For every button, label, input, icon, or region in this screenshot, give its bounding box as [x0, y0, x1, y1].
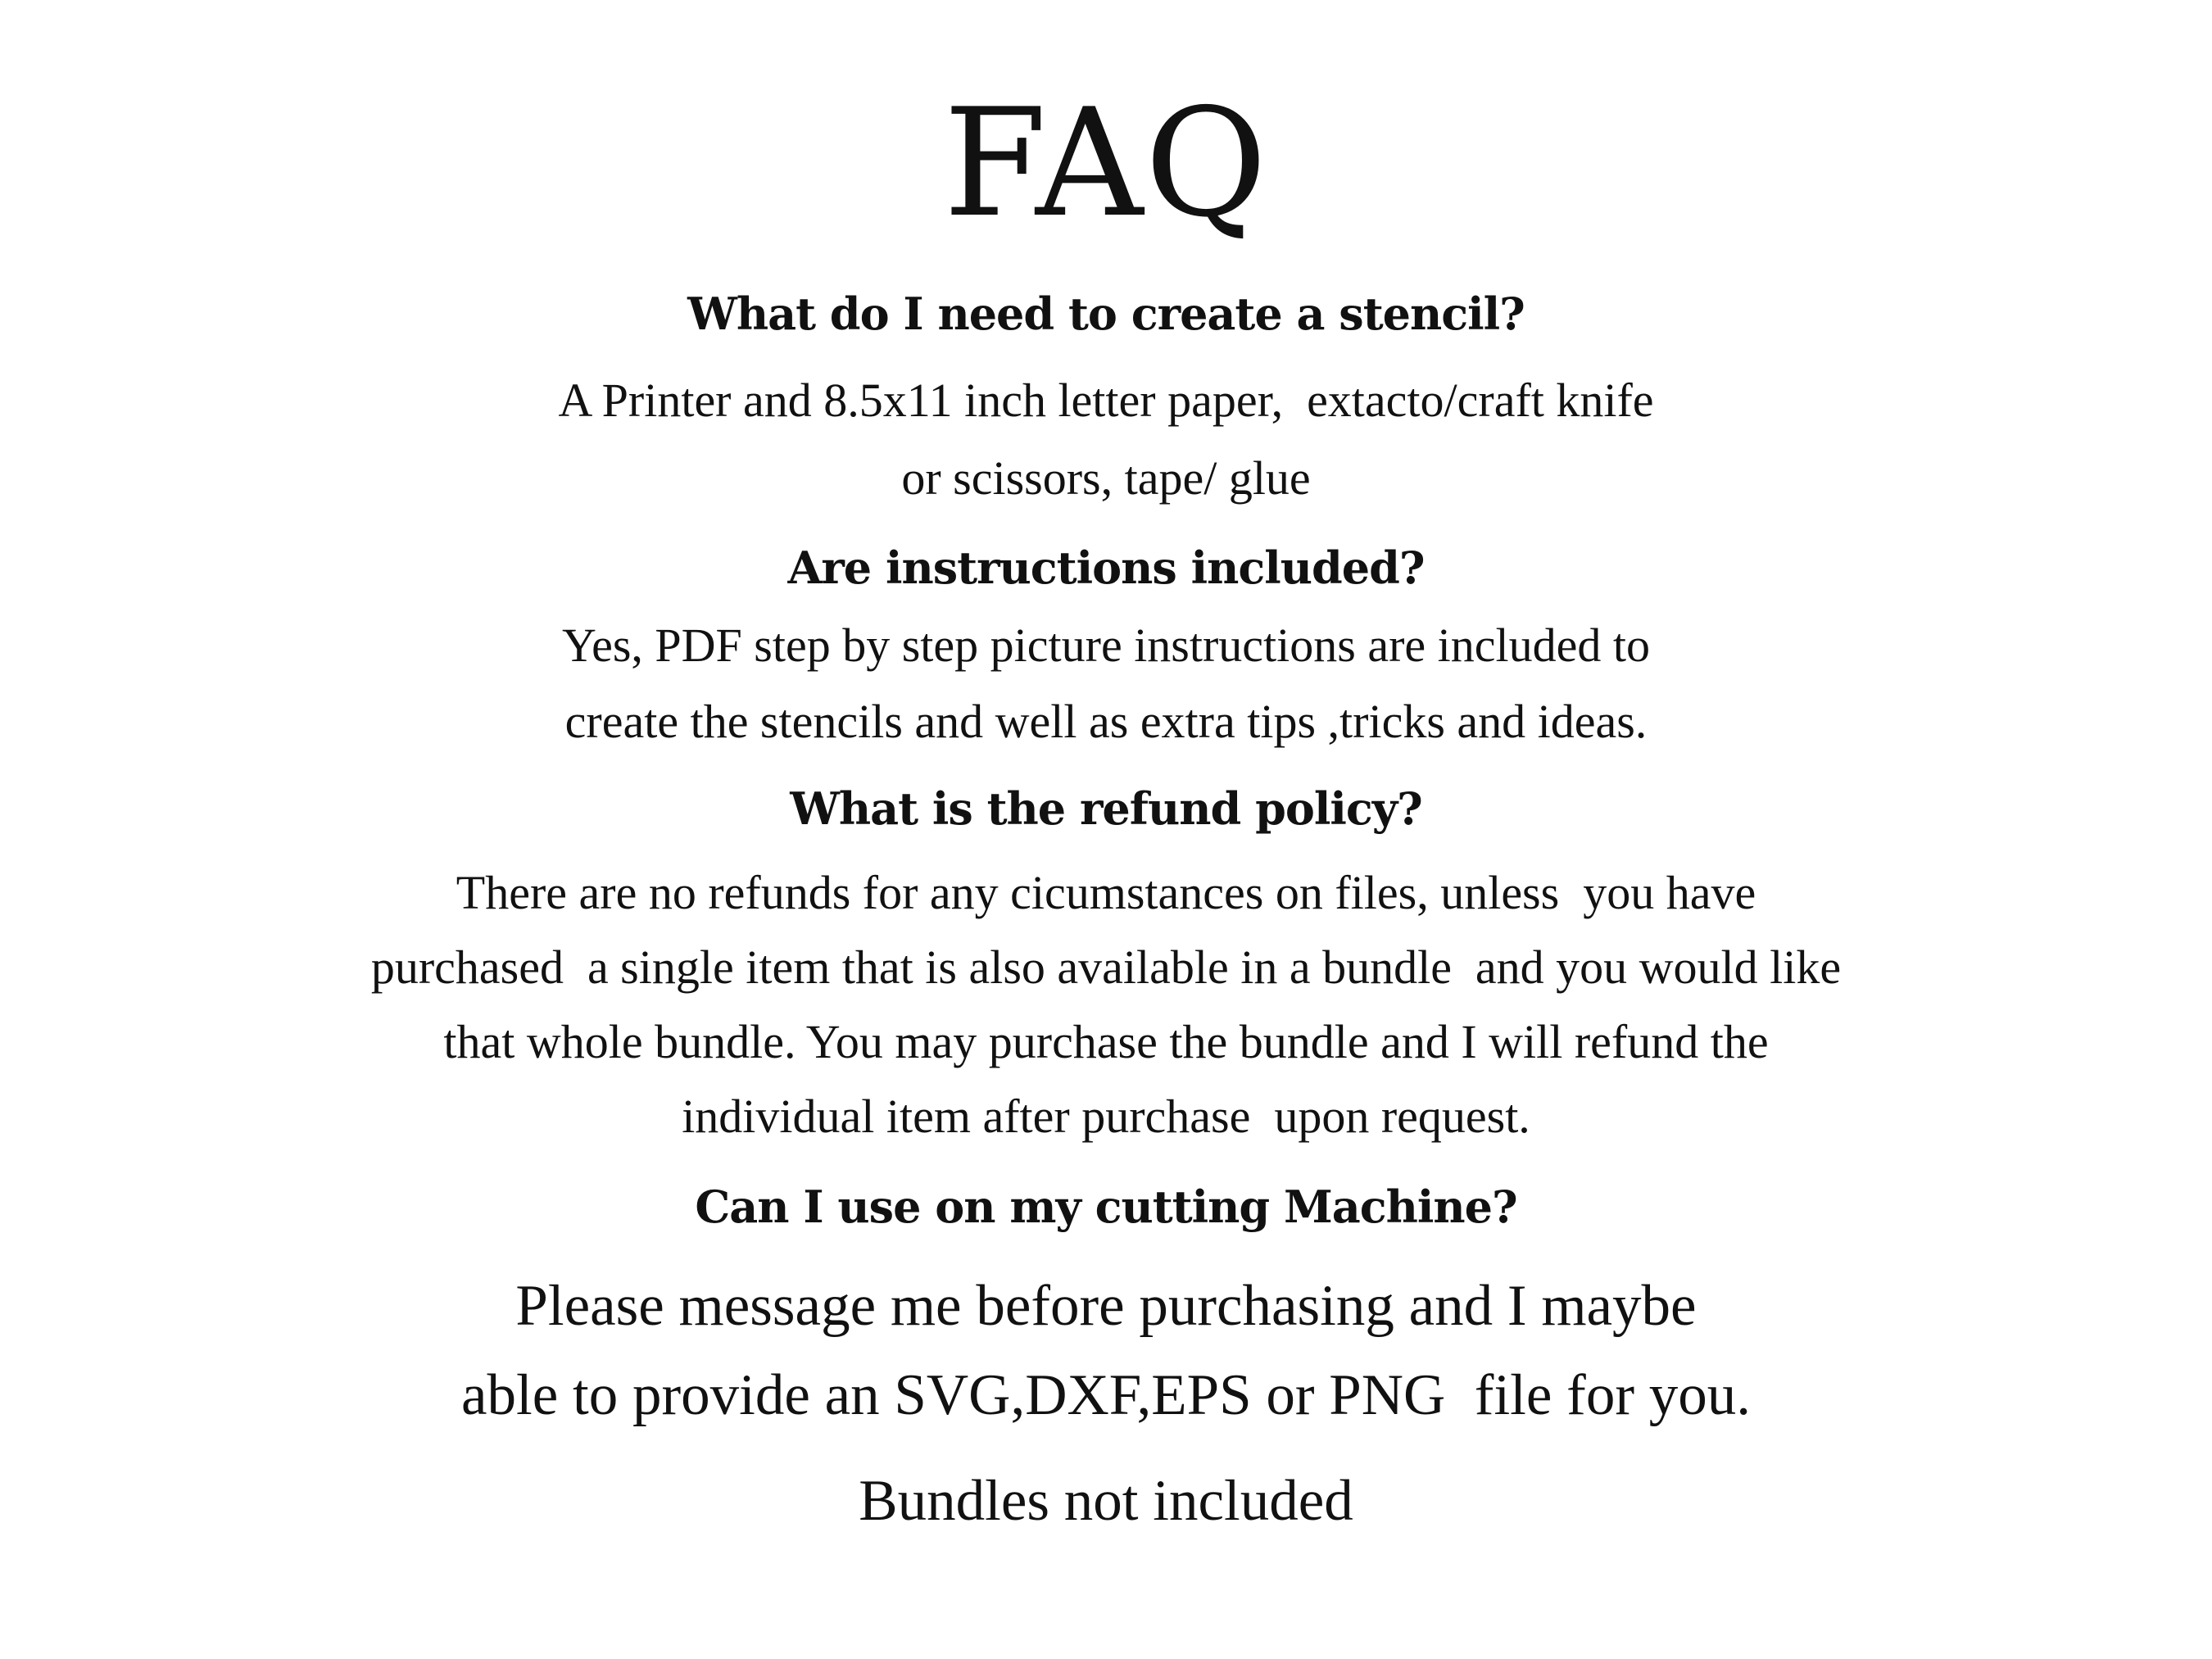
faq-answer-line: There are no refunds for any cicumstances on files, unless you have: [456, 866, 1756, 919]
faq-answer-line: or scissors, tape/ glue: [901, 451, 1311, 505]
faq-question: What do I need to create a stencil?: [687, 288, 1525, 340]
faq-answer-line: A Printer and 8.5x11 inch letter paper, extacto/craft knife: [558, 374, 1654, 427]
page-title: FAQ: [943, 76, 1269, 250]
faq-answer-line: that whole bundle. You may purchase the bundle and I will refund the: [443, 1015, 1769, 1068]
footer-note: Bundles not included: [859, 1469, 1353, 1533]
faq-question: Are instructions included?: [787, 542, 1425, 594]
faq-answer-line: able to provide an SVG,DXF,EPS or PNG file for you.: [461, 1363, 1751, 1427]
faq-question: What is the refund policy?: [790, 782, 1422, 835]
faq-answer-line: Yes, PDF step by step picture instructions are included to: [562, 619, 1650, 672]
faq-question: Can I use on my cutting Machine?: [695, 1181, 1517, 1233]
faq-answer-line: purchased a single item that is also available in a bundle and you would like: [370, 941, 1842, 994]
faq-answer-line: Please message me before purchasing and I maybe: [515, 1274, 1697, 1338]
faq-answer-line: create the stencils and well as extra tips ,tricks and ideas.: [564, 695, 1648, 748]
faq-answer-line: individual item after purchase upon request.: [682, 1090, 1530, 1143]
